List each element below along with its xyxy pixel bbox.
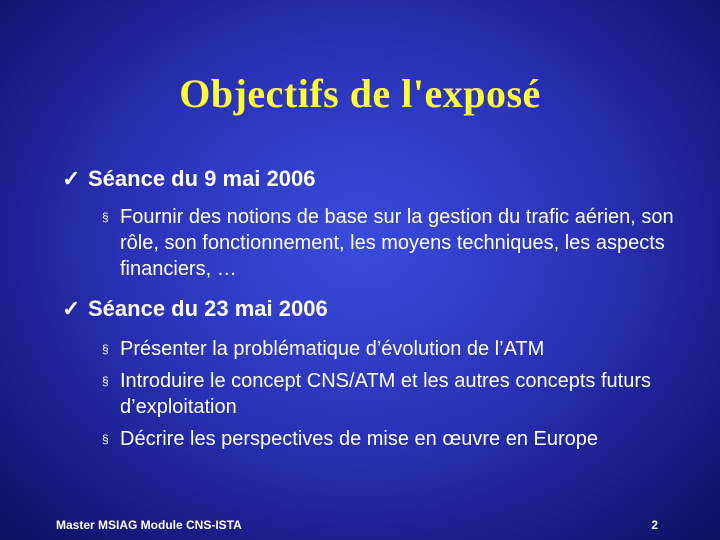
list-item [102, 336, 682, 362]
checkmark-icon: ✓ [62, 296, 81, 321]
section-2-bullet-list [102, 336, 682, 452]
slide-title: Objectifs de l'exposé [179, 71, 541, 116]
footer-course-label: Master MSIAG Module CNS-ISTA [56, 518, 242, 532]
section-1-bullet-list [102, 204, 682, 282]
list-item [102, 204, 682, 282]
list-item [102, 426, 682, 452]
bullet-icon: § [102, 210, 109, 224]
page-number: 2 [651, 518, 658, 532]
section-heading-text: Séance du 9 mai 2006 [88, 166, 316, 191]
section-heading-2 [62, 296, 328, 322]
section-heading-text: Séance du 23 mai 2006 [88, 296, 328, 321]
bullet-icon: § [102, 432, 109, 446]
bullet-text: Présenter la problématique d’évolution de l’ATM [120, 338, 545, 360]
section-heading-1 [62, 166, 315, 192]
bullet-text: Décrire les perspectives de mise en œuvre en Europe [120, 428, 598, 450]
list-item [102, 368, 682, 420]
bullet-text: Introduire le concept CNS/ATM et les autres concepts futurs d’exploitation [120, 370, 651, 418]
checkmark-icon: ✓ [62, 166, 81, 191]
bullet-icon: § [102, 374, 109, 388]
bullet-icon: § [102, 342, 109, 356]
bullet-text: Fournir des notions de base sur la gestion du trafic aérien, son rôle, son fonctionnement, les moyens techniques, les aspects financiers, … [120, 206, 674, 280]
